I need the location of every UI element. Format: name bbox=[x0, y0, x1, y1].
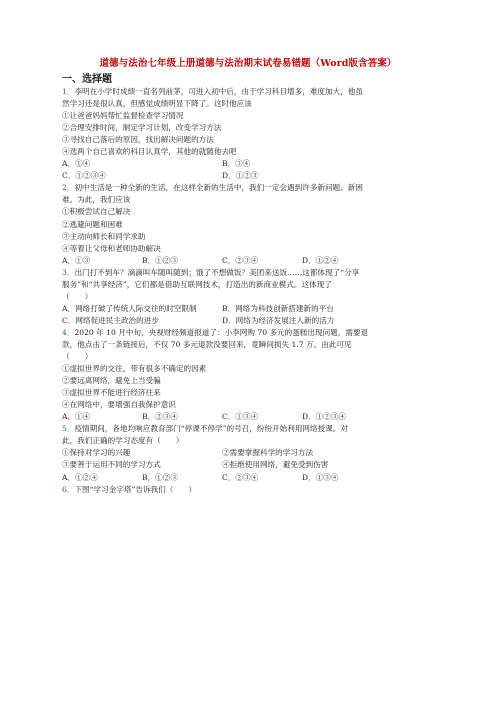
question-2-item: ①积极尝试自己解决 bbox=[62, 207, 131, 217]
question-text: 李明在小学时成绩一直名列前茅，可进入初中后，由于学习科目增多，难度加大，他虽 bbox=[74, 87, 363, 96]
question-5-stem-cont: 此，我们正确的学习态度有（ ） bbox=[62, 436, 184, 446]
question-1-item: ①让爸爸妈妈帮忙监督检查学习情况 bbox=[62, 111, 184, 121]
question-1-stem-cont: 然学习还是很认真，但感觉成绩明显下降了。这时他应该 bbox=[62, 99, 252, 109]
question-1-item: ②合理安排时间，制定学习计划，改变学习方法 bbox=[62, 123, 222, 133]
question-2-item: ③主动向师长和同学求助 bbox=[62, 231, 146, 241]
question-text: 2020 年 10 月中旬，央视财经频道报道了：小李网购 70 多元的蛋糕出现问题，需要退 bbox=[74, 327, 369, 337]
option-c: C．②③④ bbox=[222, 472, 259, 482]
question-5-stem bbox=[62, 423, 442, 435]
option-c: C．②③④ bbox=[222, 255, 259, 265]
question-3-blank: （ ） bbox=[62, 291, 93, 301]
question-3-stem-cont: 服务”和“共享经济”，它们都是借助互联网技术，打造出的新商业模式。这体现了 bbox=[62, 279, 332, 289]
question-5-items-row bbox=[62, 459, 442, 471]
question-1-item: ③寻找自己落后的原因，找出解决问题的方法 bbox=[62, 135, 214, 145]
question-4-item: ①虚拟世界的交往，带有很多不确定的因素 bbox=[62, 364, 207, 374]
question-4-stem-cont: 款，他点击了一条链接后，不仅 70 多元退款没要回来，竟瞬间损失 1.7 万。由此可见 bbox=[62, 339, 352, 349]
question-1-item: ④选两个自己喜欢的科目认真学，其他的就随他去吧 bbox=[62, 147, 237, 157]
question-4-options-row bbox=[62, 411, 442, 423]
question-1-options-row bbox=[62, 158, 442, 170]
option-d: D．①②④ bbox=[302, 255, 339, 265]
option-b: B．①②③ bbox=[142, 472, 178, 482]
question-text: 疫情期间，各地均响应教育部门“停课不停学”的号召，纷纷开始利用网络授课。对 bbox=[74, 424, 348, 434]
question-list bbox=[62, 86, 442, 496]
question-text: 初中生活是一种全新的生活，在这样全新的生活中，我们一定会遇到许多新问题、新困 bbox=[74, 183, 363, 193]
question-4-item: ④在网络中，要增强自我保护意识 bbox=[62, 400, 176, 410]
question-number: 5． bbox=[62, 424, 75, 434]
question-text: 下图“学习金字塔”告诉我们（ ） bbox=[74, 484, 197, 494]
question-1-options-row bbox=[62, 170, 442, 182]
option-c: C．网络促进民主政治的进步 bbox=[62, 315, 159, 325]
option-a: A．①④ bbox=[62, 412, 91, 422]
option-d: D．①③④ bbox=[302, 472, 339, 482]
section-heading: 一、选择题 bbox=[62, 74, 112, 85]
question-2-stem bbox=[62, 182, 442, 194]
question-3-stem bbox=[62, 267, 442, 279]
question-4-blank: （ ） bbox=[62, 352, 93, 362]
option-d: D．①②③④ bbox=[302, 412, 347, 422]
option-d: D．网络为经济发展注入新的活力 bbox=[222, 315, 335, 325]
option-a: A．①④ bbox=[62, 159, 91, 169]
option-b: B．网络为科技创新搭建新的平台 bbox=[222, 303, 334, 313]
question-number: 2． bbox=[62, 183, 75, 193]
question-4-item: ③虚拟世界不能进行经济往来 bbox=[62, 388, 161, 398]
question-3-options-row bbox=[62, 315, 442, 327]
option-a: A．网络打破了传统人际交往的时空限制 bbox=[62, 303, 197, 313]
option-a: A．①③ bbox=[62, 255, 91, 265]
question-6-stem bbox=[62, 484, 442, 496]
question-number: 4． bbox=[62, 327, 75, 337]
question-1-stem bbox=[62, 86, 442, 98]
option-b: B．②③④ bbox=[142, 412, 178, 422]
option-d: D．①②③ bbox=[222, 171, 259, 181]
question-2-item: ②逃避问题和困难 bbox=[62, 219, 123, 229]
question-5-item: ④拒绝使用网络，避免受到伤害 bbox=[222, 460, 329, 470]
question-number: 3． bbox=[62, 267, 75, 277]
question-5-items-row bbox=[62, 447, 442, 459]
question-2-item: ④等着让父母和老师协助解决 bbox=[62, 243, 161, 253]
question-4-stem bbox=[62, 327, 442, 339]
question-5-item: ③要善于运用不同的学习方式 bbox=[62, 460, 161, 470]
question-number: 6． bbox=[62, 484, 75, 494]
option-b: B．①②③ bbox=[142, 255, 178, 265]
option-a: A．①②④ bbox=[62, 472, 98, 482]
question-2-stem-cont: 难。为此，我们应该 bbox=[62, 195, 131, 205]
question-5-item: ②需要掌握科学的学习方法 bbox=[222, 448, 314, 458]
question-5-item: ①保持对学习的兴趣 bbox=[62, 448, 131, 458]
option-b: B．③④ bbox=[222, 159, 251, 169]
question-4-item: ②要远离网络，避免上当受骗 bbox=[62, 376, 161, 386]
option-c: C．①③④ bbox=[222, 412, 259, 422]
question-text: 出门打不到车？滴滴叫车随叫随到；饿了不想做饭？美团来送饭……这都体现了“分享 bbox=[74, 267, 360, 277]
question-5-options-row bbox=[62, 472, 442, 484]
question-number: 1． bbox=[62, 87, 75, 96]
question-3-options-row bbox=[62, 303, 442, 315]
document-title: 道德与法治七年级上册道德与法治期末试卷易错题（Word版含答案） bbox=[99, 58, 397, 69]
question-2-options-row bbox=[62, 255, 442, 267]
option-c: C．①②③④ bbox=[62, 171, 106, 181]
